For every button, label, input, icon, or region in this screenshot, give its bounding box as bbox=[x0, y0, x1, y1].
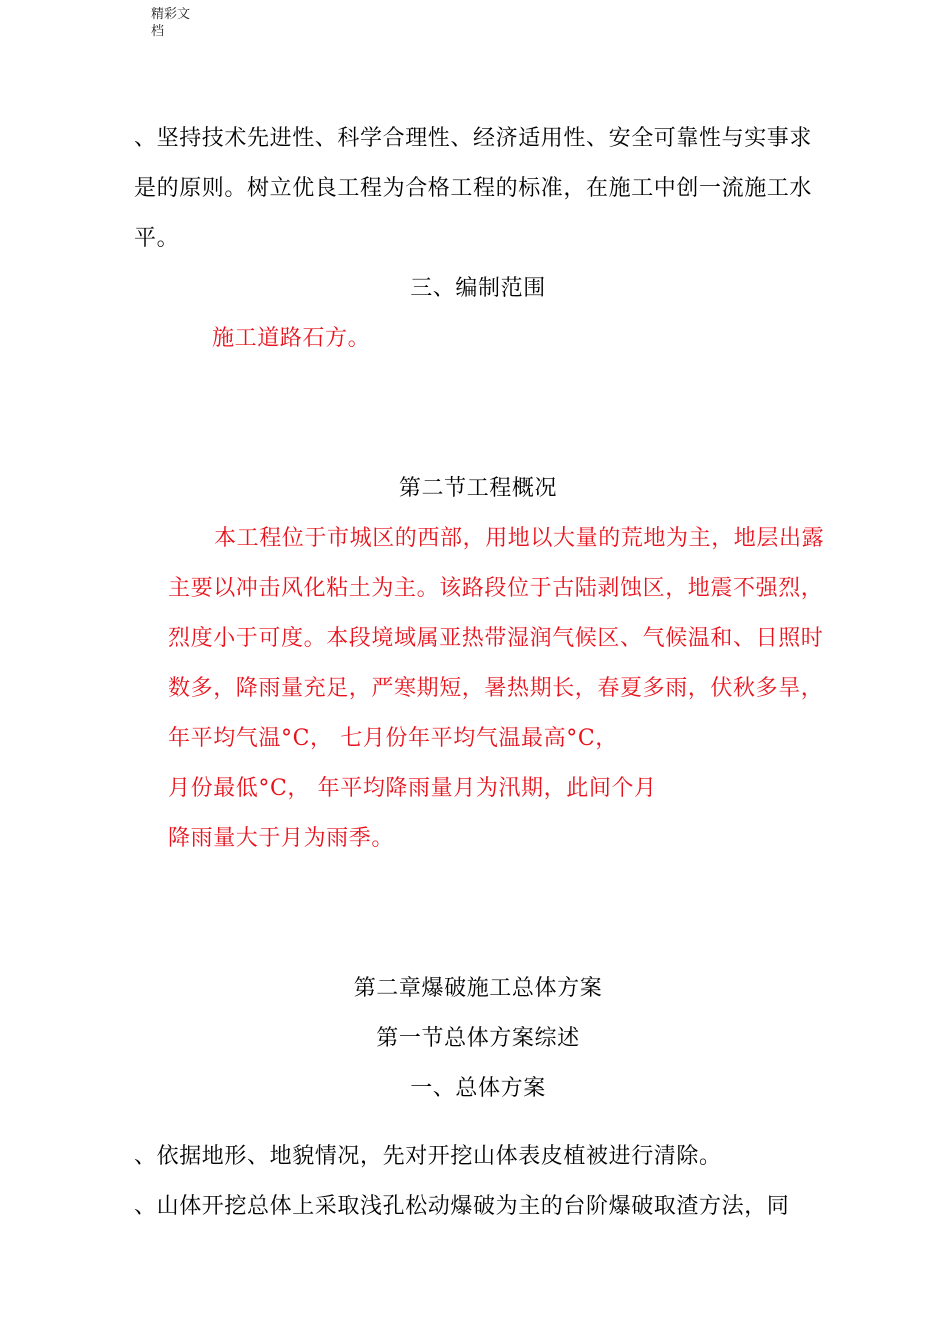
principles-line-2: 是的原则。树立优良工程为合格工程的标准，在施工中创一流施工水 bbox=[134, 176, 813, 201]
subsection-title: 一、总体方案 bbox=[410, 1076, 546, 1101]
overview-line-7: 降雨量大于月为雨季。 bbox=[168, 826, 395, 851]
overview-line-3: 烈度小于可度。本段境域属亚热带湿润气候区、气候温和、日照时 bbox=[168, 626, 824, 651]
scope-heading: 三、编制范围 bbox=[410, 276, 546, 301]
overview-line-1: 本工程位于市城区的西部，用地以大量的荒地为主，地层出露 bbox=[214, 526, 825, 551]
overview-line-4: 数多，降雨量充足，严寒期短，暑热期长，春夏多雨，伏秋多旱， bbox=[168, 676, 824, 701]
chapter-title: 第二章爆破施工总体方案 bbox=[353, 976, 603, 1001]
plan-item-1: 、依据地形、地貌情况，先对开挖山体表皮植被进行清除。 bbox=[134, 1144, 722, 1169]
overview-line-5: 年平均气温°C， 七月份年平均气温最高°C， bbox=[168, 726, 618, 751]
principles-line-3: 平。 bbox=[134, 226, 180, 251]
scope-text: 施工道路石方。 bbox=[212, 326, 371, 351]
header-watermark bbox=[151, 6, 211, 40]
header-mark-line-2: 档 bbox=[151, 24, 165, 39]
overview-heading: 第二节工程概况 bbox=[398, 476, 558, 501]
overview-line-6: 月份最低°C， 年平均降雨量月为汛期，此间个月 bbox=[168, 776, 657, 801]
section-title: 第一节总体方案综述 bbox=[376, 1026, 580, 1051]
principles-line-1: 、坚持技术先进性、科学合理性、经济适用性、安全可靠性与实事求 bbox=[134, 126, 813, 151]
plan-item-2: 、山体开挖总体上采取浅孔松动爆破为主的台阶爆破取渣方法，同 bbox=[134, 1194, 790, 1219]
header-mark-line-1: 精彩文 bbox=[151, 7, 191, 22]
overview-line-2: 主要以冲击风化粘土为主。该路段位于古陆剥蚀区，地震不强烈， bbox=[168, 576, 824, 601]
